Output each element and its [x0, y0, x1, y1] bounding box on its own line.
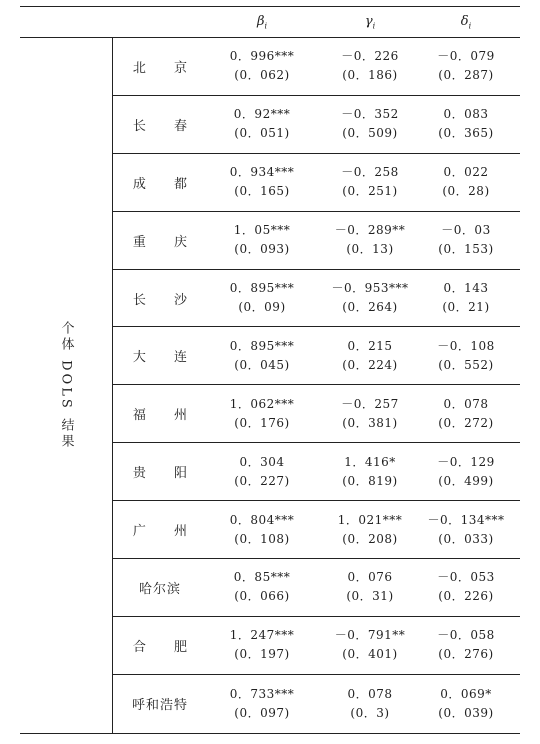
- delta-estimate: －0．079: [437, 49, 495, 64]
- delta-cell: [412, 96, 520, 153]
- gamma-cell: [320, 443, 420, 500]
- delta-estimate: －0．129: [437, 454, 495, 469]
- delta-cell: [412, 270, 520, 327]
- beta-std-error: (0．051): [234, 126, 290, 141]
- gamma-cell: [320, 96, 420, 153]
- table-row: [112, 212, 520, 270]
- group-label: 个体 DOLS 结果: [58, 321, 74, 450]
- delta-estimate: 0．022: [443, 165, 489, 180]
- table-header: [0, 7, 540, 37]
- gamma-estimate: －0．226: [341, 49, 399, 64]
- gamma-std-error: (0．401): [342, 647, 398, 662]
- table-row: [112, 270, 520, 328]
- city-name: 合 肥: [132, 639, 200, 655]
- city-name: 呼和浩特: [131, 698, 188, 714]
- city-name: 重 庆: [132, 234, 200, 250]
- gamma-estimate: 0．078: [347, 686, 393, 701]
- beta-std-error: (0．108): [234, 531, 290, 546]
- delta-estimate: 0．069*: [440, 686, 492, 701]
- delta-cell: [412, 501, 520, 558]
- beta-cell: [212, 96, 312, 153]
- table-body: [112, 38, 520, 733]
- delta-cell: [412, 385, 520, 442]
- delta-estimate: －0．053: [437, 570, 495, 585]
- beta-estimate: 0．895***: [229, 281, 295, 295]
- delta-std-error: (0．365): [438, 126, 494, 141]
- beta-std-error: (0．066): [234, 589, 290, 604]
- delta-cell: [412, 154, 520, 211]
- gamma-estimate: －0．791**: [334, 628, 406, 643]
- gamma-estimate: 0．076: [347, 570, 393, 585]
- beta-estimate: 0．733***: [229, 686, 295, 701]
- delta-cell: [412, 327, 520, 384]
- gamma-std-error: (0．224): [342, 357, 398, 372]
- gamma-cell: [320, 270, 420, 327]
- table-row: [112, 327, 520, 385]
- delta-estimate: －0．134***: [427, 512, 505, 527]
- beta-column-header: $\beta_i$: [256, 14, 268, 31]
- beta-estimate: 0．304: [239, 454, 285, 469]
- gamma-estimate: －0．289**: [334, 223, 406, 238]
- beta-estimate: 0．934***: [229, 165, 295, 180]
- gamma-std-error: (0．264): [342, 300, 398, 314]
- gamma-cell: [320, 559, 420, 616]
- delta-cell: [412, 38, 520, 95]
- delta-std-error: (0．272): [438, 415, 494, 430]
- beta-estimate: 1．05***: [233, 223, 291, 238]
- table-row: [112, 501, 520, 559]
- beta-cell: [212, 38, 312, 95]
- gamma-std-error: (0．208): [342, 531, 398, 546]
- city-name: 北 京: [132, 60, 200, 76]
- gamma-std-error: (0．509): [342, 126, 398, 141]
- delta-cell: [412, 443, 520, 500]
- gamma-cell: [320, 675, 420, 733]
- gamma-cell: [320, 38, 420, 95]
- delta-std-error: (0．033): [438, 531, 494, 546]
- beta-std-error: (0．227): [234, 473, 290, 488]
- gamma-column-header: $\gamma_i$: [364, 14, 376, 31]
- gamma-std-error: (0．381): [342, 415, 398, 430]
- delta-estimate: －0．058: [437, 628, 495, 643]
- table-row: [112, 96, 520, 154]
- table-row: [112, 443, 520, 501]
- beta-std-error: (0．197): [234, 647, 290, 662]
- gamma-estimate: 1．021***: [337, 512, 403, 527]
- gamma-std-error: (0．186): [342, 68, 398, 83]
- beta-cell: [212, 154, 312, 211]
- table-row: [112, 675, 520, 733]
- city-name: 福 州: [132, 408, 200, 424]
- delta-estimate: 0．083: [443, 107, 489, 122]
- gamma-std-error: (0．31): [346, 589, 394, 604]
- delta-std-error: (0．499): [438, 473, 494, 488]
- table-row: [112, 38, 520, 96]
- beta-cell: [212, 327, 312, 384]
- beta-estimate: 0．804***: [229, 512, 295, 527]
- beta-std-error: (0．045): [234, 357, 290, 372]
- city-name: 大 连: [132, 350, 200, 366]
- beta-cell: [212, 212, 312, 269]
- city-name: 广 州: [132, 524, 200, 540]
- table-row: [112, 385, 520, 443]
- gamma-estimate: 0．215: [347, 338, 393, 353]
- delta-cell: [412, 559, 520, 616]
- beta-estimate: 1．062***: [229, 396, 295, 411]
- delta-std-error: (0．039): [438, 705, 494, 720]
- gamma-estimate: －0．257: [341, 396, 399, 411]
- city-name: 贵 阳: [132, 466, 200, 482]
- beta-cell: [212, 559, 312, 616]
- delta-estimate: 0．143: [443, 281, 489, 295]
- city-name: 长 春: [132, 118, 200, 134]
- beta-estimate: 0．85***: [233, 570, 291, 585]
- gamma-cell: [320, 617, 420, 674]
- beta-std-error: (0．062): [234, 68, 290, 83]
- beta-cell: [212, 443, 312, 500]
- delta-std-error: (0．276): [438, 647, 494, 662]
- gamma-cell: [320, 385, 420, 442]
- delta-cell: [412, 212, 520, 269]
- table-row: [112, 617, 520, 675]
- beta-cell: [212, 675, 312, 733]
- delta-estimate: －0．108: [437, 338, 495, 353]
- beta-cell: [212, 501, 312, 558]
- beta-estimate: 0．895***: [229, 338, 295, 353]
- bottom-rule: [20, 733, 520, 734]
- delta-std-error: (0．226): [438, 589, 494, 604]
- city-name: 哈尔滨: [138, 581, 181, 597]
- delta-cell: [412, 675, 520, 733]
- beta-std-error: (0．09): [238, 300, 286, 314]
- delta-std-error: (0．21): [442, 300, 490, 314]
- beta-std-error: (0．097): [234, 705, 290, 720]
- beta-estimate: 1．247***: [229, 628, 295, 643]
- beta-estimate: 0．92***: [233, 107, 291, 122]
- delta-std-error: (0．552): [438, 357, 494, 372]
- gamma-cell: [320, 212, 420, 269]
- city-name: 成 都: [132, 176, 200, 192]
- gamma-cell: [320, 327, 420, 384]
- gamma-std-error: (0．251): [342, 184, 398, 199]
- gamma-estimate: －0．352: [341, 107, 399, 122]
- gamma-estimate: 1．416*: [344, 454, 396, 469]
- city-name: 长 沙: [132, 292, 200, 308]
- beta-cell: [212, 270, 312, 327]
- delta-std-error: (0．287): [438, 68, 494, 83]
- table-row: [112, 559, 520, 617]
- beta-std-error: (0．176): [234, 415, 290, 430]
- beta-estimate: 0．996***: [229, 49, 295, 64]
- gamma-std-error: (0．819): [342, 473, 398, 488]
- beta-cell: [212, 385, 312, 442]
- gamma-std-error: (0．3): [350, 705, 390, 720]
- beta-std-error: (0．165): [234, 184, 290, 199]
- beta-cell: [212, 617, 312, 674]
- gamma-estimate: －0．258: [341, 165, 399, 180]
- gamma-cell: [320, 501, 420, 558]
- delta-std-error: (0．28): [442, 184, 490, 199]
- gamma-cell: [320, 154, 420, 211]
- table-row: [112, 154, 520, 212]
- gamma-estimate: －0．953***: [331, 281, 409, 295]
- delta-estimate: 0．078: [443, 396, 489, 411]
- gamma-std-error: (0．13): [346, 242, 394, 257]
- delta-column-header: $\delta_i$: [460, 14, 472, 31]
- beta-std-error: (0．093): [234, 242, 290, 257]
- delta-std-error: (0．153): [438, 242, 494, 257]
- delta-estimate: －0．03: [441, 223, 491, 238]
- delta-cell: [412, 617, 520, 674]
